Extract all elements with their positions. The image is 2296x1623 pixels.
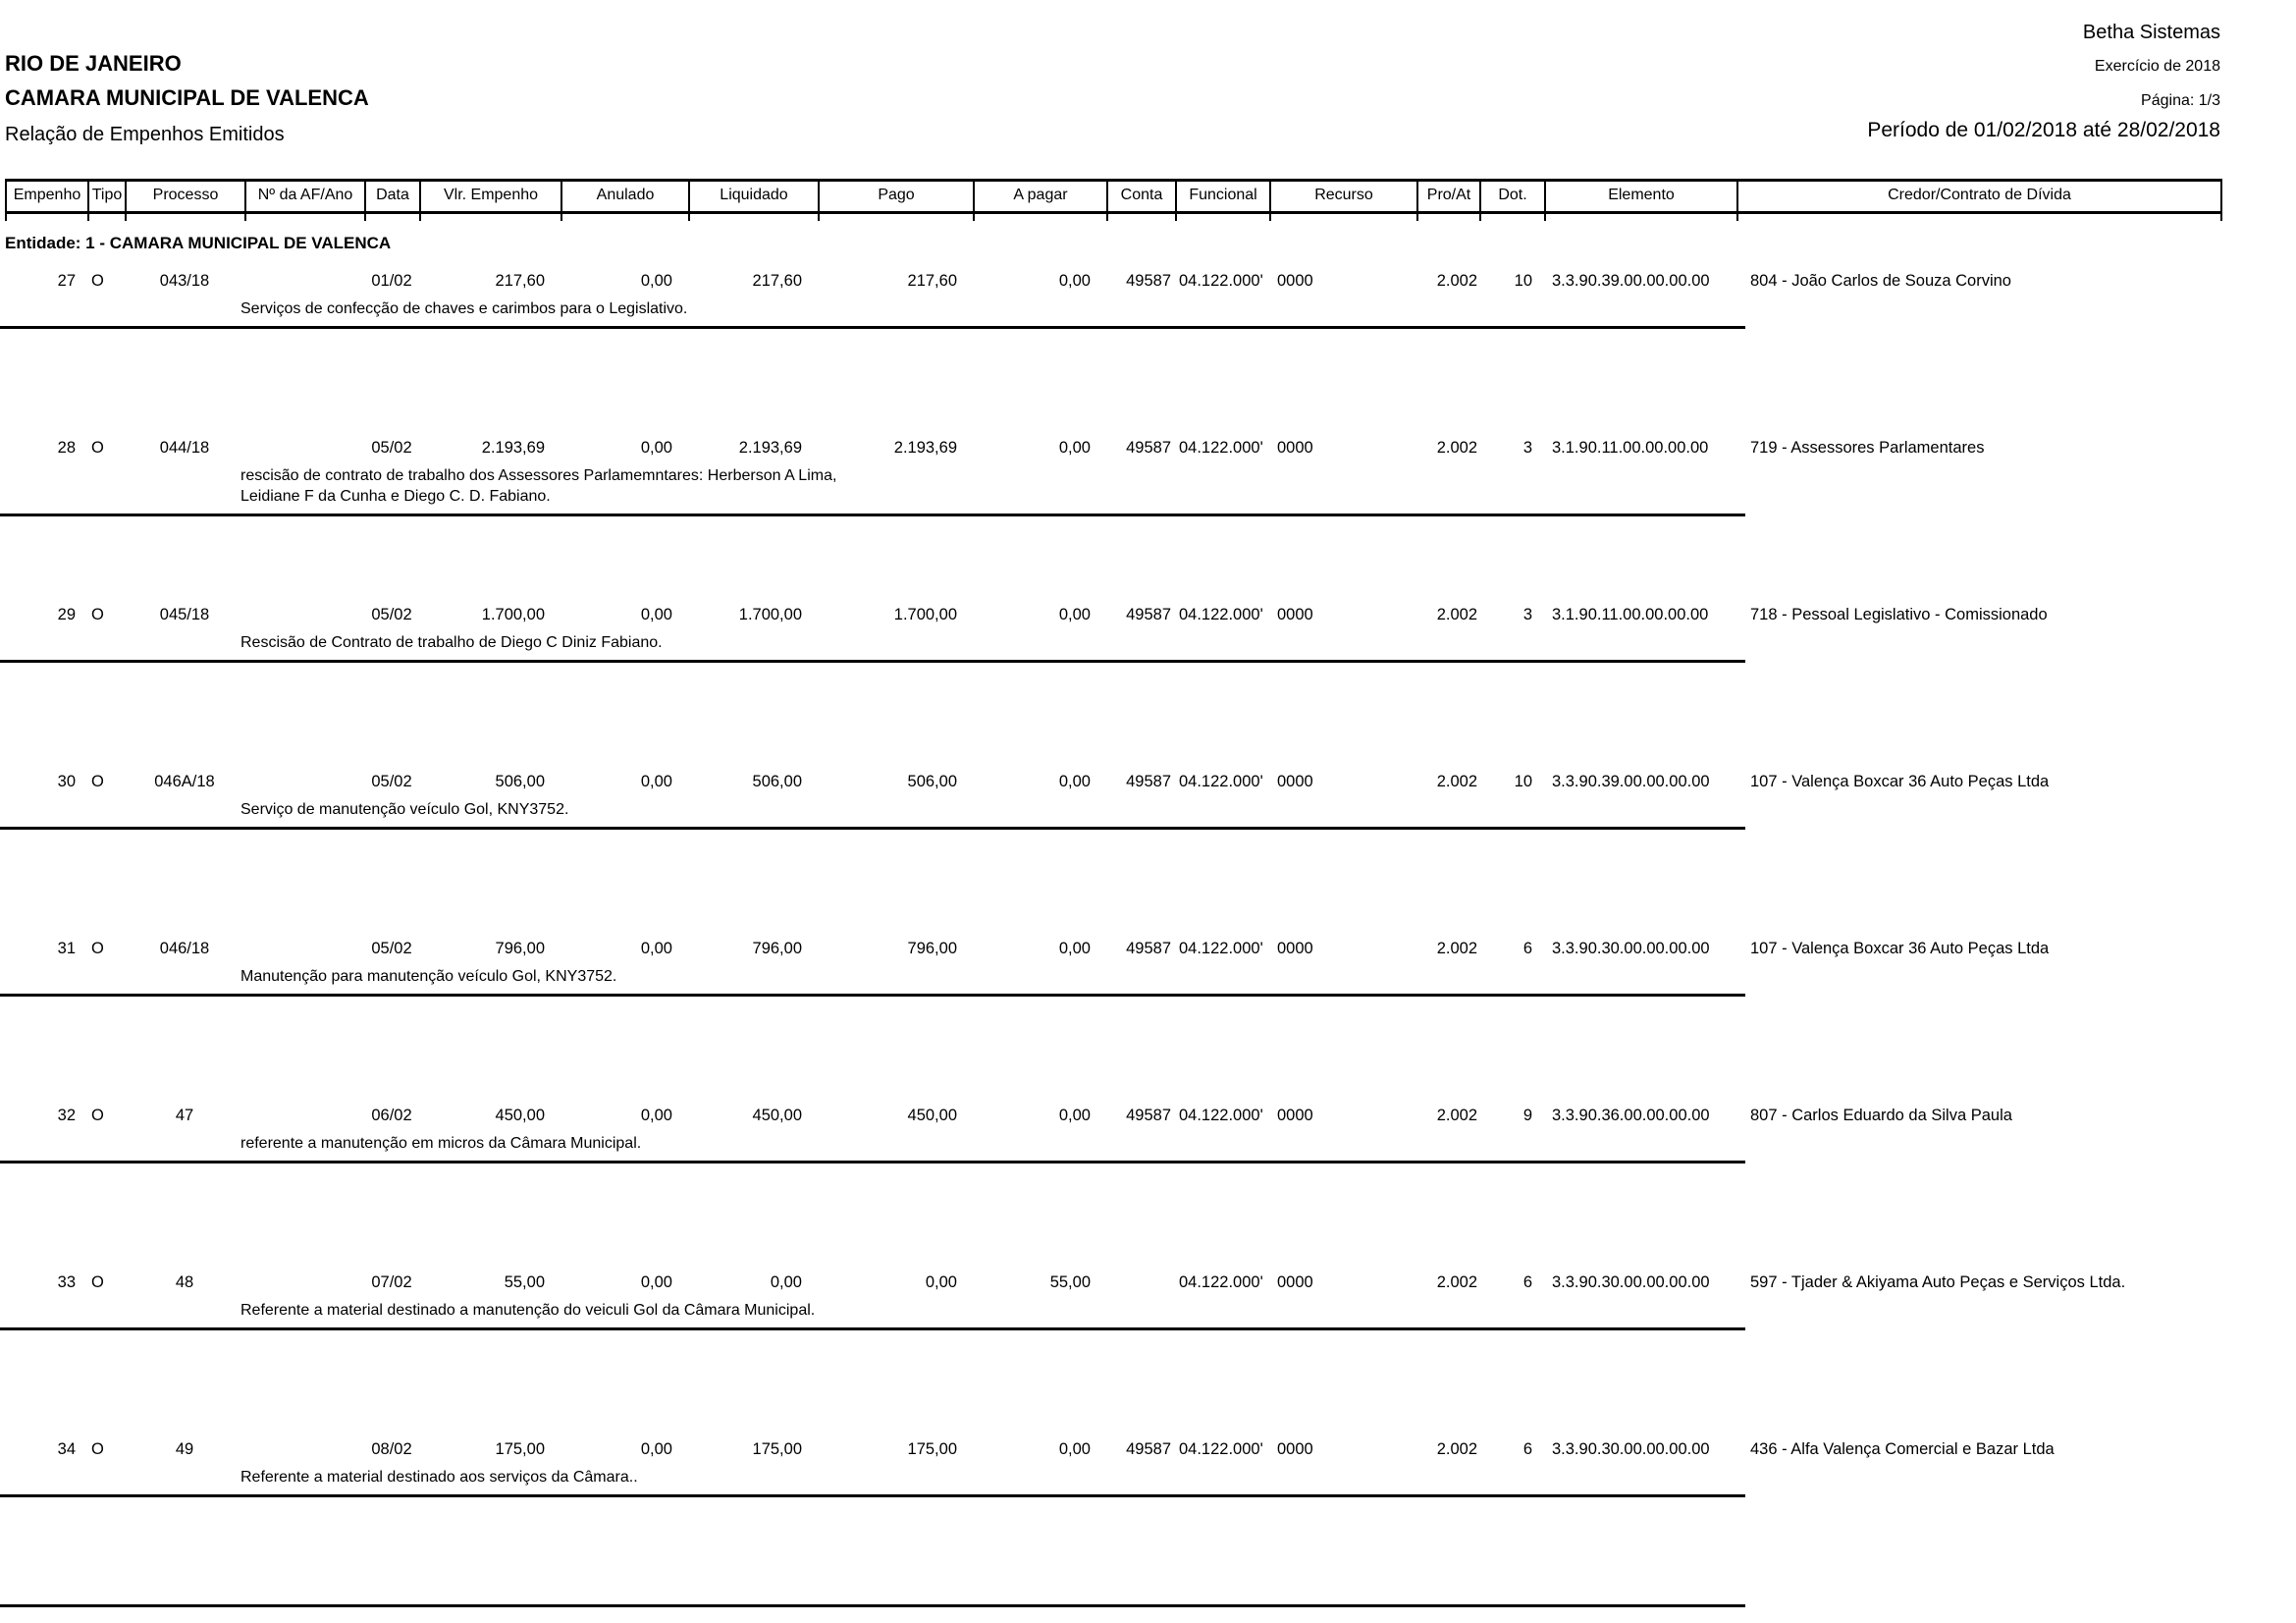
- column-tick: [1269, 214, 1416, 221]
- column-header-recurso: Recurso: [1269, 182, 1416, 211]
- cell-a_pagar: 0,00: [1058, 940, 1091, 957]
- cell-a_pagar: 0,00: [1058, 1107, 1091, 1124]
- column-tick: [87, 214, 125, 221]
- cell-empenho: 29: [57, 606, 76, 623]
- cell-empenho: 33: [57, 1273, 76, 1291]
- cell-pro_at: 2.002: [1436, 272, 1477, 290]
- column-tick: [1479, 214, 1544, 221]
- cell-dot: 6: [1522, 940, 1532, 957]
- cell-recurso: 0000: [1277, 940, 1313, 957]
- empenho-row-values: [5, 438, 2222, 458]
- cell-empenho: 27: [57, 272, 76, 290]
- empenho-row: [5, 1263, 2222, 1430]
- cell-elemento: 3.3.90.39.00.00.00.00: [1552, 773, 1710, 790]
- cell-af_ano: [244, 605, 364, 624]
- empenho-row: [5, 595, 2222, 762]
- column-tick: [561, 214, 688, 221]
- cell-tipo: O: [91, 1440, 104, 1458]
- column-header-tipo: Tipo: [87, 182, 125, 211]
- cell-elemento: 3.1.90.11.00.00.00.00: [1552, 439, 1709, 457]
- column-header-data: Data: [364, 182, 419, 211]
- cell-recurso: 0000: [1277, 1273, 1313, 1291]
- cell-elemento: 3.3.90.30.00.00.00.00: [1552, 1273, 1710, 1291]
- cell-dot: 6: [1522, 1440, 1532, 1458]
- column-tick: [973, 214, 1106, 221]
- cell-funcional: 04.122.000': [1179, 272, 1263, 290]
- cell-af_ano: [244, 1439, 364, 1459]
- column-header-credor: Credor/Contrato de Dívida: [1736, 182, 2222, 211]
- column-tick: [1175, 214, 1269, 221]
- cell-elemento: 3.3.90.36.00.00.00.00: [1552, 1107, 1710, 1124]
- empenho-row-values: [5, 605, 2222, 624]
- empenho-row-values: [5, 271, 2222, 291]
- cell-recurso: 0000: [1277, 1440, 1313, 1458]
- cell-pro_at: 2.002: [1436, 606, 1477, 623]
- cell-empenho: 30: [57, 773, 76, 790]
- cell-tipo: O: [91, 1107, 104, 1124]
- cell-conta: 49587: [1126, 1440, 1171, 1458]
- cell-tipo: O: [91, 773, 104, 790]
- cell-recurso: 0000: [1277, 1107, 1313, 1124]
- cell-credor: 107 - Valença Boxcar 36 Auto Peças Ltda: [1750, 773, 2050, 790]
- cell-conta: 49587: [1126, 773, 1171, 790]
- empenho-row: [5, 261, 2222, 428]
- period-label: Período de 01/02/2018 até 28/02/2018: [1867, 119, 2220, 141]
- cell-dot: 3: [1522, 606, 1532, 623]
- cell-pro_at: 2.002: [1436, 1107, 1477, 1124]
- empenho-description: Rescisão de Contrato de trabalho de Diego C Diniz Fabiano.: [240, 634, 663, 651]
- row-divider: [0, 827, 1745, 830]
- cell-tipo: O: [91, 1273, 104, 1291]
- cell-a_pagar: 0,00: [1058, 773, 1091, 790]
- cell-tipo: O: [91, 606, 104, 623]
- cell-liquidado: 1.700,00: [738, 606, 802, 623]
- cell-data: 08/02: [371, 1440, 412, 1458]
- empenho-row-values: [5, 1272, 2222, 1292]
- table-header-row: [5, 179, 2222, 214]
- cell-data: 05/02: [371, 940, 412, 957]
- cell-funcional: 04.122.000': [1179, 606, 1263, 623]
- column-header-dot: Dot.: [1479, 182, 1544, 211]
- empenho-description: Manutenção para manutenção veículo Gol, KNY3752.: [240, 968, 617, 985]
- cell-credor: 804 - João Carlos de Souza Corvino: [1750, 272, 2011, 290]
- cell-conta: 49587: [1126, 439, 1171, 457]
- cell-credor: 807 - Carlos Eduardo da Silva Paula: [1750, 1107, 2012, 1124]
- empenho-row: [5, 1096, 2222, 1263]
- cell-processo: 043/18: [159, 272, 210, 290]
- column-tick: [5, 214, 87, 221]
- row-divider: [0, 1494, 1745, 1497]
- cell-credor: 597 - Tjader & Akiyama Auto Peças e Serviços Ltda.: [1750, 1273, 2126, 1291]
- cell-tipo: O: [91, 439, 104, 457]
- cell-elemento: 3.3.90.39.00.00.00.00: [1552, 272, 1710, 290]
- cell-pro_at: 2.002: [1436, 1440, 1477, 1458]
- cell-credor: 718 - Pessoal Legislativo - Comissionado: [1750, 606, 2048, 623]
- cell-tipo: O: [91, 940, 104, 957]
- cell-credor: 107 - Valença Boxcar 36 Auto Peças Ltda: [1750, 940, 2050, 957]
- cell-vlr_empenho: 55,00: [504, 1273, 545, 1291]
- row-divider: [0, 994, 1745, 997]
- cell-liquidado: 2.193,69: [738, 439, 802, 457]
- empenho-row-values: [5, 939, 2222, 958]
- cell-processo: 47: [175, 1107, 194, 1124]
- empenho-description: Referente a material destinado a manutenção do veiculi Gol da Câmara Municipal.: [240, 1302, 816, 1319]
- column-header-anulado: Anulado: [561, 182, 688, 211]
- column-header-processo: Processo: [125, 182, 244, 211]
- cell-conta: 49587: [1126, 1107, 1171, 1124]
- column-tick: [818, 214, 973, 221]
- report-header-left: [5, 51, 369, 146]
- cell-pro_at: 2.002: [1436, 940, 1477, 957]
- cell-funcional: 04.122.000': [1179, 1273, 1263, 1291]
- cell-recurso: 0000: [1277, 773, 1313, 790]
- cell-pago: 450,00: [907, 1107, 957, 1124]
- cell-a_pagar: 55,00: [1049, 1273, 1091, 1291]
- cell-recurso: 0000: [1277, 439, 1313, 457]
- page-number: Página: 1/3: [2141, 92, 2220, 109]
- column-tick: [244, 214, 364, 221]
- cell-pago: 175,00: [907, 1440, 957, 1458]
- empenho-row-values: [5, 772, 2222, 791]
- exercise-label: Exercício de 2018: [2094, 58, 2220, 75]
- software-name: Betha Sistemas: [2082, 22, 2220, 43]
- empenho-description: Serviços de confecção de chaves e carimbos para o Legislativo.: [240, 300, 688, 317]
- cell-processo: 49: [175, 1440, 194, 1458]
- cell-anulado: 0,00: [640, 439, 672, 457]
- column-header-pro_at: Pro/At: [1416, 182, 1479, 211]
- cell-af_ano: [244, 1106, 364, 1125]
- cell-recurso: 0000: [1277, 606, 1313, 623]
- column-tick: [1544, 214, 1736, 221]
- cell-dot: 9: [1522, 1107, 1532, 1124]
- cell-anulado: 0,00: [640, 940, 672, 957]
- cell-af_ano: [244, 939, 364, 958]
- cell-vlr_empenho: 796,00: [495, 940, 545, 957]
- cell-empenho: 34: [57, 1440, 76, 1458]
- table-header-ticks: [5, 214, 2222, 221]
- row-divider: [0, 660, 1745, 663]
- empenho-row: [5, 428, 2222, 595]
- cell-a_pagar: 0,00: [1058, 439, 1091, 457]
- cell-conta: 49587: [1126, 606, 1171, 623]
- cell-liquidado: 506,00: [752, 773, 802, 790]
- cell-pro_at: 2.002: [1436, 1273, 1477, 1291]
- column-tick: [419, 214, 561, 221]
- cell-liquidado: 217,60: [752, 272, 802, 290]
- cell-pago: 506,00: [907, 773, 957, 790]
- column-tick: [1736, 214, 2222, 221]
- cell-dot: 10: [1514, 773, 1532, 790]
- cell-pago: 796,00: [907, 940, 957, 957]
- cell-af_ano: [244, 772, 364, 791]
- cell-empenho: 28: [57, 439, 76, 457]
- column-tick: [1106, 214, 1175, 221]
- row-divider: [0, 326, 1745, 329]
- cell-data: 06/02: [371, 1107, 412, 1124]
- cell-dot: 6: [1522, 1273, 1532, 1291]
- column-tick: [688, 214, 818, 221]
- column-header-a_pagar: A pagar: [973, 182, 1106, 211]
- empenho-row-values: [5, 1106, 2222, 1125]
- cell-dot: 3: [1522, 439, 1532, 457]
- cell-liquidado: 796,00: [752, 940, 802, 957]
- column-header-liquidado: Liquidado: [688, 182, 818, 211]
- cell-empenho: 31: [57, 940, 76, 957]
- cell-dot: 10: [1514, 272, 1532, 290]
- cell-anulado: 0,00: [640, 1273, 672, 1291]
- cell-liquidado: 0,00: [770, 1273, 802, 1291]
- cell-elemento: 3.3.90.30.00.00.00.00: [1552, 940, 1710, 957]
- table-body: [5, 261, 2222, 1596]
- cell-a_pagar: 0,00: [1058, 1440, 1091, 1458]
- cell-data: 05/02: [371, 606, 412, 623]
- cell-funcional: 04.122.000': [1179, 1440, 1263, 1458]
- cell-funcional: 04.122.000': [1179, 439, 1263, 457]
- cell-af_ano: [244, 271, 364, 291]
- column-header-conta: Conta: [1106, 182, 1175, 211]
- column-tick: [1416, 214, 1479, 221]
- cell-af_ano: [244, 438, 364, 458]
- row-divider: [0, 1161, 1745, 1163]
- cell-recurso: 0000: [1277, 272, 1313, 290]
- empenho-description: Referente a material destinado aos serviços da Câmara..: [240, 1469, 638, 1486]
- cell-pago: 1.700,00: [893, 606, 957, 623]
- cell-af_ano: [244, 1272, 364, 1292]
- cell-pro_at: 2.002: [1436, 439, 1477, 457]
- cell-liquidado: 450,00: [752, 1107, 802, 1124]
- cell-anulado: 0,00: [640, 773, 672, 790]
- cell-conta: 49587: [1126, 940, 1171, 957]
- page-bottom-line: [0, 1604, 1745, 1607]
- cell-processo: 045/18: [159, 606, 210, 623]
- cell-pago: 0,00: [925, 1273, 957, 1291]
- entity-name: CAMARA MUNICIPAL DE VALENCA: [5, 85, 369, 110]
- cell-funcional: 04.122.000': [1179, 773, 1263, 790]
- state-name: RIO DE JANEIRO: [5, 51, 182, 76]
- cell-processo: 48: [175, 1273, 194, 1291]
- cell-conta: [1106, 1272, 1175, 1292]
- cell-anulado: 0,00: [640, 272, 672, 290]
- cell-data: 07/02: [371, 1273, 412, 1291]
- cell-pago: 2.193,69: [893, 439, 957, 457]
- cell-vlr_empenho: 450,00: [495, 1107, 545, 1124]
- entity-group-label: Entidade: 1 - CAMARA MUNICIPAL DE VALENCA: [5, 234, 392, 252]
- cell-credor: 436 - Alfa Valença Comercial e Bazar Ltda: [1750, 1440, 2055, 1458]
- empenho-row: [5, 1430, 2222, 1596]
- column-header-empenho: Empenho: [5, 182, 87, 211]
- cell-vlr_empenho: 1.700,00: [481, 606, 545, 623]
- cell-empenho: 32: [57, 1107, 76, 1124]
- empenho-row: [5, 762, 2222, 929]
- cell-anulado: 0,00: [640, 1440, 672, 1458]
- row-divider: [0, 514, 1745, 516]
- cell-processo: 046A/18: [154, 773, 215, 790]
- cell-data: 01/02: [371, 272, 412, 290]
- cell-credor: 719 - Assessores Parlamentares: [1750, 439, 1985, 457]
- cell-liquidado: 175,00: [752, 1440, 802, 1458]
- cell-vlr_empenho: 506,00: [495, 773, 545, 790]
- cell-data: 05/02: [371, 439, 412, 457]
- cell-funcional: 04.122.000': [1179, 1107, 1263, 1124]
- column-header-pago: Pago: [818, 182, 973, 211]
- column-header-af_ano: Nº da AF/Ano: [244, 182, 364, 211]
- cell-elemento: 3.3.90.30.00.00.00.00: [1552, 1440, 1710, 1458]
- cell-anulado: 0,00: [640, 1107, 672, 1124]
- cell-data: 05/02: [371, 773, 412, 790]
- column-tick: [364, 214, 419, 221]
- empenho-description: Serviço de manutenção veículo Gol, KNY3752.: [240, 801, 569, 818]
- cell-vlr_empenho: 2.193,69: [481, 439, 545, 457]
- cell-vlr_empenho: 217,60: [495, 272, 545, 290]
- report-title: Relação de Empenhos Emitidos: [5, 124, 285, 145]
- cell-a_pagar: 0,00: [1058, 272, 1091, 290]
- column-header-funcional: Funcional: [1175, 182, 1269, 211]
- empenho-description: rescisão de contrato de trabalho dos Assessores Parlamemntares: Herberson A Lima, Leidiane F da Cunha e Diego C. D. Fabiano.: [240, 467, 837, 505]
- empenho-description: referente a manutenção em micros da Câmara Municipal.: [240, 1135, 642, 1152]
- column-header-vlr_empenho: Vlr. Empenho: [419, 182, 561, 211]
- cell-pago: 217,60: [907, 272, 957, 290]
- cell-funcional: 04.122.000': [1179, 940, 1263, 957]
- empenho-row-values: [5, 1439, 2222, 1459]
- cell-pro_at: 2.002: [1436, 773, 1477, 790]
- cell-elemento: 3.1.90.11.00.00.00.00: [1552, 606, 1709, 623]
- cell-a_pagar: 0,00: [1058, 606, 1091, 623]
- column-tick: [125, 214, 244, 221]
- cell-vlr_empenho: 175,00: [495, 1440, 545, 1458]
- cell-anulado: 0,00: [640, 606, 672, 623]
- column-header-elemento: Elemento: [1544, 182, 1736, 211]
- report-header-right: [1867, 22, 2220, 142]
- cell-processo: 046/18: [159, 940, 210, 957]
- row-divider: [0, 1327, 1745, 1330]
- cell-tipo: O: [91, 272, 104, 290]
- cell-conta: 49587: [1126, 272, 1171, 290]
- cell-processo: 044/18: [159, 439, 210, 457]
- empenho-row: [5, 929, 2222, 1096]
